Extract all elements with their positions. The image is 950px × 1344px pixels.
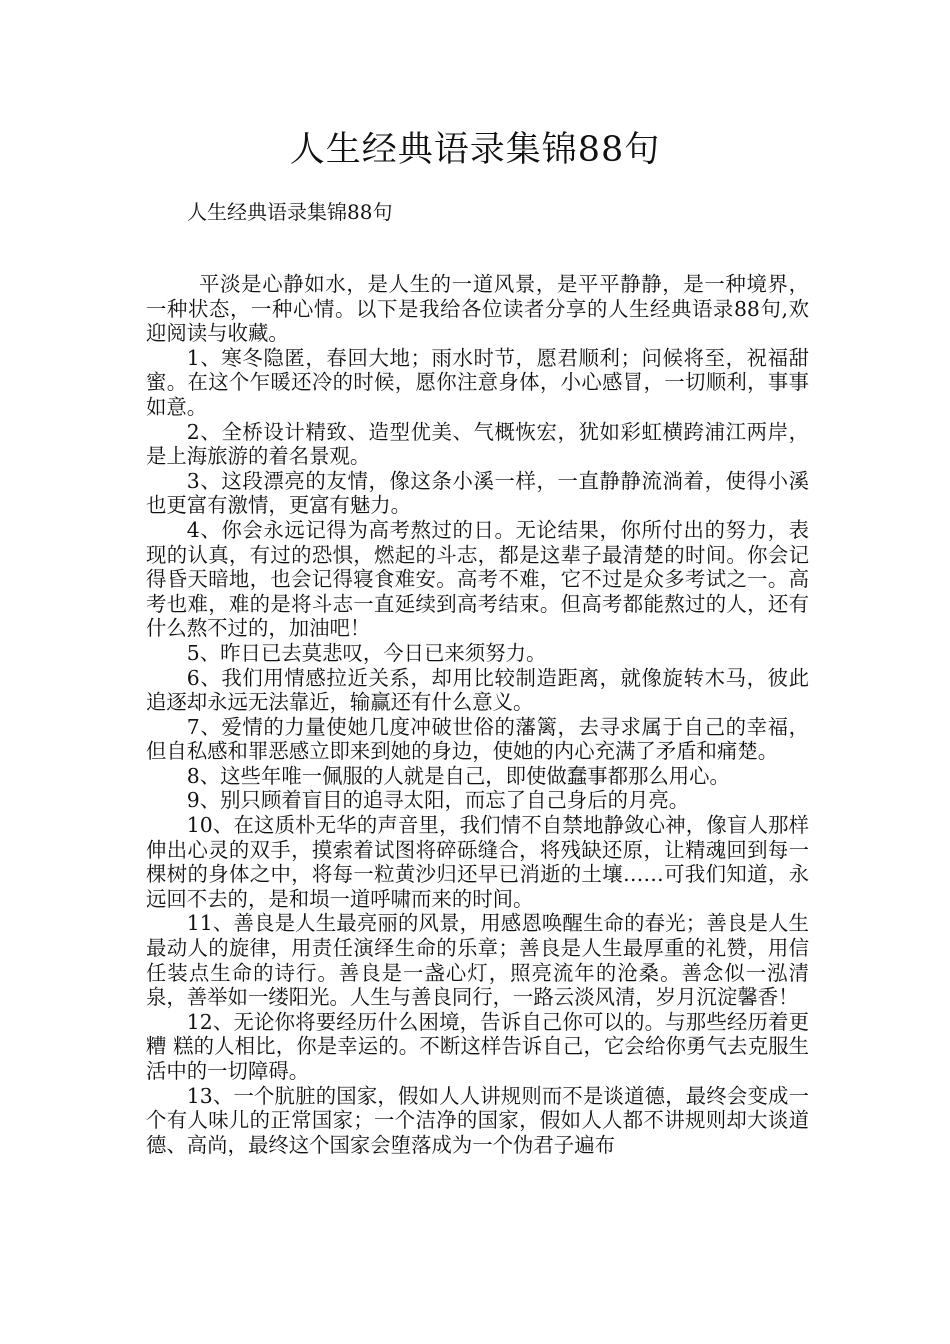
document-title: 人生经典语录集锦88句 (289, 130, 661, 170)
quote-paragraph-9: 9、别只顾着盲目的追寻太阳，而忘了自己身后的月亮。 (186, 788, 690, 813)
quote-paragraph-2: 2、全桥设计精致、造型优美、气概恢宏，犹如彩虹横跨浦江两岸，是上海旅游的着名景观。 (146, 419, 809, 469)
quote-paragraph-4: 4、你会永远记得为高考熬过的日。无论结果，你所付出的努力，表现的认真，有过的恐惧，燃起的斗志，都是这辈子最清楚的时间。你会记得昏天暗地，也会记得寝食难安。高考不难，它不过是众多考试之一。高考也难，难的是将斗志一直延续到高考结束。但高考都能熬过的人，还有什么熬不过的，加油吧！ (146, 517, 809, 641)
quote-paragraph-12: 12、无论你将要经历什么困境，告诉自己你可以的。与那些经历着更糟 糕的人相比，你是幸运的。不断这样告诉自己，它会给你勇气去克服生 活中的一切障碍。 (146, 1009, 809, 1083)
quote-paragraph-11: 11、善良是人生最亮丽的风景，用感恩唤醒生命的春光；善良是人生最动人的旋律，用责任演绎生命的乐章；善良是人生最厚重的礼赞，用信任装点生命的诗行。善良是一盏心灯，照亮流年的沧桑。善念似一泓清泉，善举如一缕阳光。人生与善良同行，一路云淡风清，岁月沉淀馨香！ (146, 911, 809, 1010)
quote-paragraph-10: 10、在这质朴无华的声音里，我们情不自禁地静敛心神，像盲人那样伸出心灵的双手，摸索着试图将碎砾缝合，将残缺还原，让精魂回到每一棵树的身体之中，将每一粒黄沙归还早已消逝的土壤……可我们知道，永远回不去的，是和埙一道呼啸而来的时间。 (146, 813, 809, 911)
quote-paragraph-7: 7、爱情的力量使她几度冲破世俗的藩篱，去寻求属于自己的幸福，但自私感和罪恶感立即来到她的身边，使她的内心充满了矛盾和痛楚。 (146, 714, 809, 764)
quote-paragraph-1: 1、寒冬隐匿，春回大地；雨水时节，愿君顺利；问候将至，祝福甜蜜。在这个乍暖还冷的时候，愿你注意身体，小心感冒，一切顺利，事事如意。 (146, 345, 809, 419)
quote-paragraph-5: 5、昨日已去莫悲叹，今日已来须努力。 (186, 640, 547, 665)
document-body (146, 272, 809, 1157)
document-subtitle: 人生经典语录集锦88句 (187, 200, 393, 224)
quote-paragraph-3: 3、这段漂亮的友情，像这条小溪一样，一直静静流淌着，使得小溪也更富有激情，更富有魅力。 (146, 468, 809, 518)
quote-paragraph-6: 6、我们用情感拉近关系，却用比较制造距离，就像旋转木马，彼此追逐却永远无法靠近，输赢还有什么意义。 (146, 665, 809, 715)
intro-paragraph: 平淡是心静如水，是人生的一道风景，是平平静静，是一种境界，一种状态，一种心情。以下是我给各位读者分享的人生经典语录88句,欢迎阅读与收藏。 (146, 272, 809, 346)
quote-paragraph-13: 13、一个肮脏的国家，假如人人讲规则而不是谈道德，最终会变成一个有人味儿的正常国家；一个洁净的国家，假如人人都不讲规则却大谈道德、高尚，最终这个国家会堕落成为一个伪君子遍布 (146, 1083, 809, 1157)
quote-paragraph-8: 8、这些年唯一佩服的人就是自己，即使做蠢事都那么用心。 (186, 763, 730, 788)
